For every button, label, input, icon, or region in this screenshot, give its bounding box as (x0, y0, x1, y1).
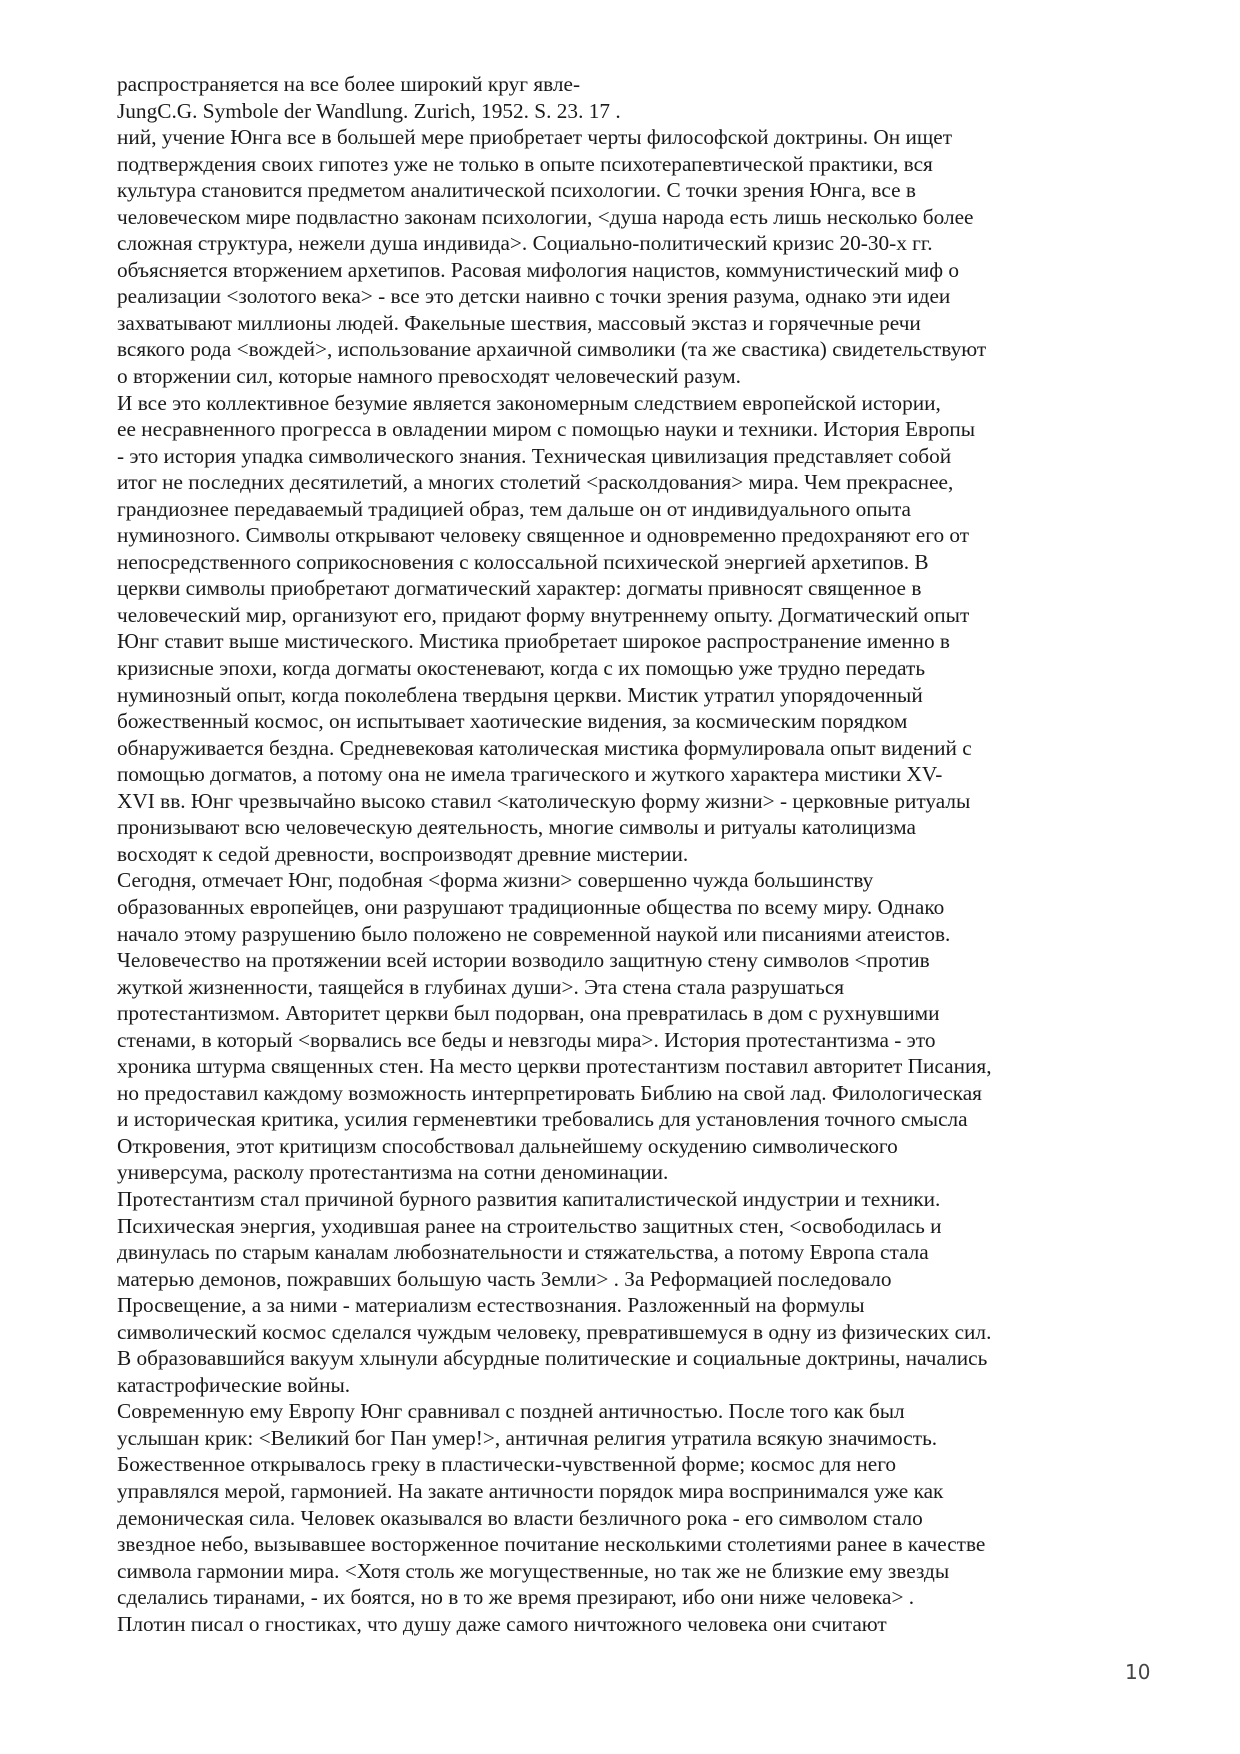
text-line: распространяется на все более широкий круг явле- (117, 72, 581, 96)
text-line: Юнг ставит выше мистического. Мистика приобретает широкое распространение именно в (117, 629, 950, 654)
body-text (117, 71, 1127, 1637)
text-line: сложная структура, нежели душа индивида>. Социально-политический кризис 20-30-х гг. (117, 231, 933, 256)
text-line: стенами, в который <ворвались все беды и невзгоды мира>. История протестантизма - это (117, 1027, 936, 1052)
text-line: божественный космос, он испытывает хаотические видения, за космическим порядком (117, 709, 908, 734)
text-line: Психическая энергия, уходившая ранее на строительство защитных стен, <освободилась и (117, 1213, 942, 1238)
text-line: восходят к седой древности, воспроизводят древние мистерии. (117, 841, 689, 866)
text-line: XVI вв. Юнг чрезвычайно высоко ставил <католическую форму жизни> - церковные ритуалы (117, 788, 971, 813)
text-line: грандиознее передаваемый традицией образ, тем дальше он от индивидуального опыта (117, 496, 911, 521)
text-line: Человечество на протяжении всей истории возводило защитную стену символов <против (117, 948, 930, 973)
text-line: Просвещение, а за ними - материализм естествознания. Разложенный на формулы (117, 1293, 865, 1318)
text-line: реализации <золотого века> - все это детски наивно с точки зрения разума, однако эти идеи (117, 284, 951, 309)
text-line: демоническая сила. Человек оказывался во власти безличного рока - его символом стало (117, 1505, 923, 1530)
text-line: о вторжении сил, которые намного превосходят человеческий разум. (117, 364, 741, 389)
text-line: но предоставил каждому возможность интерпретировать Библию на свой лад. Филологическая (117, 1080, 982, 1105)
text-line: Божественное открывалось греку в пластически-чувственной форме; космос для него (117, 1452, 897, 1477)
text-line: катастрофические войны. (117, 1372, 351, 1397)
text-line: начало этому разрушению было положено не современной наукой или писаниями атеистов. (117, 921, 951, 946)
text-line: услышан крик: <Великий бог Пан умер!>, античная религия утратила всякую значимость. (117, 1425, 938, 1450)
text-line: В образовавшийся вакуум хлынули абсурдные политические и социальные доктрины, начались (117, 1346, 988, 1371)
text-line: подтверждения своих гипотез уже не только в опыте психотерапевтической практики, вся (117, 151, 933, 176)
text-line: двинулась по старым каналам любознательности и стяжательства, а потому Европа стала (117, 1240, 929, 1265)
text-line: человеческом мире подвластно законам психологии, <душа народа есть лишь несколько более (117, 204, 974, 229)
text-line: И все это коллективное безумие является закономерным следствием европейской истории, (117, 390, 941, 415)
text-line: объясняется вторжением архетипов. Расовая мифология нацистов, коммунистический миф о (117, 257, 960, 282)
text-line: универсума, расколу протестантизма на сотни деноминации. (117, 1160, 669, 1185)
text-line: символа гармонии мира. <Хотя столь же могущественные, но так же не близкие ему звезды (117, 1558, 950, 1583)
text-line: итог не последних десятилетий, а многих столетий <расколдования> мира. Чем прекраснее, (117, 470, 954, 495)
text-line: сделались тиранами, - их боятся, но в то же время презирают, ибо они ниже человека> . (117, 1585, 915, 1610)
text-line: Протестантизм стал причиной бурного развития капиталистической индустрии и техники. (117, 1186, 941, 1211)
text-line: человеческий мир, организуют его, придают форму внутреннему опыту. Догматический опыт (117, 602, 970, 627)
text-line: Плотин писал о гностиках, что душу даже самого ничтожного человека они считают (117, 1611, 887, 1636)
text-line: Современную ему Европу Юнг сравнивал с поздней античностью. После того как был (117, 1399, 905, 1424)
text-line: всякого рода <вождей>, использование архаичной символики (та же свастика) свидетельствуют (117, 337, 987, 362)
page-number: 10 (1125, 1660, 1151, 1684)
text-line: ее несравненного прогресса в овладении миром с помощью науки и техники. История Европы (117, 417, 976, 442)
text-line: символический космос сделался чуждым человеку, превратившемуся в одну из физических сил. (117, 1319, 992, 1344)
text-line: непосредственного соприкосновения с колоссальной психической энергией архетипов. В (117, 549, 929, 574)
text-line: жуткой жизненности, таящейся в глубинах души>. Эта стена стала разрушаться (117, 974, 845, 999)
text-line: звездное небо, вызывавшее восторженное почитание несколькими столетиями ранее в качестве (117, 1532, 986, 1557)
text-line: протестантизмом. Авторитет церкви был подорван, она превратилась в дом с рухнувшими (117, 1001, 940, 1026)
text-line: захватывают миллионы людей. Факельные шествия, массовый экстаз и горячечные речи (117, 310, 921, 335)
text-line: культура становится предметом аналитической психологии. С точки зрения Юнга, все в (117, 178, 916, 203)
text-line: Откровения, этот критицизм способствовал дальнейшему оскудению символического (117, 1133, 898, 1158)
text-line: помощью догматов, а потому она не имела трагического и жуткого характера мистики XV- (117, 762, 943, 787)
text-line: кризисные эпохи, когда догматы окостеневают, когда с их помощью уже трудно передать (117, 656, 926, 681)
text-line: церкви символы приобретают догматический характер: догматы привносят священное в (117, 576, 922, 601)
text-line: образованных европейцев, они разрушают традиционные общества по всему миру. Однако (117, 894, 945, 919)
text-line: ний, учение Юнга все в большей мере приобретает черты философской доктрины. Он ищет (117, 125, 953, 150)
text-line: пронизывают всю человеческую деятельность, многие символы и ритуалы католицизма (117, 815, 916, 840)
text-line: обнаруживается бездна. Средневековая католическая мистика формулировала опыт видений с (117, 735, 972, 760)
text-line: - это история упадка символического знания. Техническая цивилизация представляет собой (117, 443, 952, 468)
text-line: Сегодня, отмечает Юнг, подобная <форма жизни> совершенно чужда большинству (117, 868, 874, 893)
text-line: нуминозного. Символы открывают человеку священное и одновременно предохраняют его от (117, 523, 970, 548)
text-line: матерью демонов, пожравших большую часть Земли> . За Реформацией последовало (117, 1266, 892, 1291)
text-line: и историческая критика, усилия герменевтики требовались для установления точного смысла (117, 1107, 968, 1132)
text-line: JungC.G. Symbole der Wandlung. Zurich, 1952. S. 23. 17 . (117, 98, 621, 123)
text-line: хроника штурма священных стен. На место церкви протестантизм поставил авторитет Писания, (117, 1054, 992, 1079)
text-line: управлялся мерой, гармонией. На закате античности порядок мира воспринимался уже как (117, 1478, 944, 1503)
text-line: нуминозный опыт, когда поколеблена твердыня церкви. Мистик утратил упорядоченный (117, 682, 923, 707)
